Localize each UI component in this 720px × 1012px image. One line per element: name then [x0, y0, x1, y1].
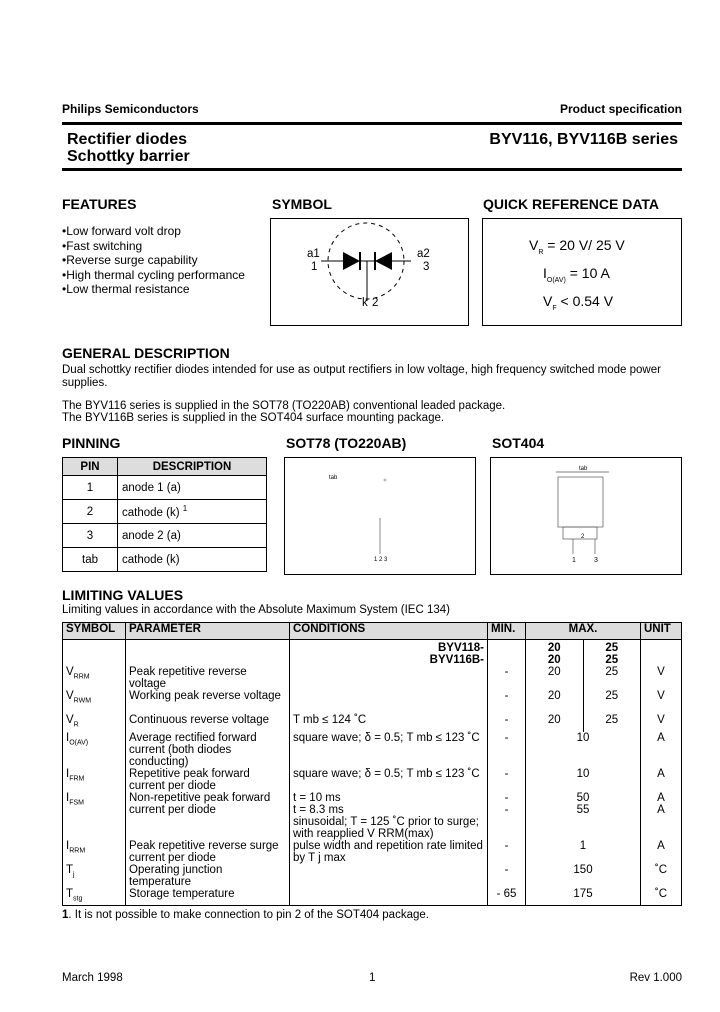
- table-row: $T_{stg}$ Storage temperature - 65 175 ˚C: [63, 888, 682, 906]
- desc-col-header: DESCRIPTION: [118, 458, 267, 476]
- general-heading: GENERAL DESCRIPTION: [62, 345, 230, 361]
- table-row: $I_{RRM}$ Peak repetitive reverse surge current per diode pulse width and repetition rate limited by T j max - 1 A: [63, 840, 682, 864]
- col-max: MAX.: [526, 623, 641, 640]
- features-heading: FEATURES: [62, 196, 137, 212]
- col-conditions: CONDITIONS: [290, 623, 488, 640]
- feature-item: • Low forward volt drop: [62, 224, 245, 239]
- sot404-package-drawing: [491, 458, 681, 574]
- sot78-heading: SOT78 (TO220AB): [286, 435, 407, 451]
- sot404-pin3: 3: [594, 557, 598, 564]
- title-rule: [62, 168, 682, 171]
- feature-item: • Reverse surge capability: [62, 253, 245, 268]
- feature-item: • Low thermal resistance: [62, 282, 245, 297]
- sot78-box: [284, 457, 476, 575]
- table-row: 1 anode 1 (a): [63, 476, 267, 500]
- sot404-heading: SOT404: [492, 435, 545, 451]
- sot78-pins: 1 2 3: [374, 557, 388, 563]
- table-row: tab cathode (k): [63, 548, 267, 572]
- title-line1: Rectifier diodes: [67, 131, 188, 148]
- general-p1: Dual schottky rectifier diodes intended for use as output rectifiers in low voltage, high frequency switched mode power supplies.: [62, 364, 661, 389]
- title-line2: Schottky barrier: [67, 148, 190, 165]
- general-p3: The BYV116B series is supplied in the SOT404 surface mounting package.: [62, 412, 445, 424]
- label-a2: a2: [417, 248, 430, 260]
- type-row: BYV118- BYV116B- 20 20 25 25: [63, 640, 682, 667]
- features-list: [62, 224, 245, 297]
- table-row: $V_{RWM}$ Working peak reverse voltage - 20 25 V: [63, 690, 682, 714]
- table-row: $I_{O(AV)}$ Average rectified forward current (both diodes conducting) square wave; δ = 0.5; T mb ≤ 123 ˚C - 10 A: [63, 732, 682, 768]
- diode-symbol: [271, 219, 468, 325]
- qrd-vr: $V_R = 20$ V/ 25 V: [529, 237, 625, 256]
- label-pin3: 3: [423, 261, 430, 273]
- qrd-box: [482, 218, 682, 326]
- footer-page: 1: [369, 972, 376, 984]
- symbol-heading: SYMBOL: [272, 196, 332, 212]
- sot404-box: [490, 457, 682, 575]
- sot78-tab-label: tab: [329, 475, 338, 481]
- pinning-heading: PINNING: [62, 435, 121, 451]
- sot404-pin1: 1: [572, 557, 576, 564]
- col-min: MIN.: [488, 623, 526, 640]
- footnote: 1. It is not possible to make connection to pin 2 of the SOT404 package.: [62, 909, 429, 921]
- qrd-io: $I_{O(AV)} = 10$ A: [543, 265, 610, 284]
- sot404-pin2: 2: [581, 534, 585, 540]
- feature-item: • High thermal cycling performance: [62, 268, 245, 283]
- table-row: 2 cathode (k) $^1$: [63, 500, 267, 524]
- table-row: $T_j$ Operating junction temperature - 150 ˚C: [63, 864, 682, 888]
- symbol-box: [270, 218, 469, 326]
- table-row: $V_{RRM}$ Peak repetitive reverse voltage - 20 25 V: [63, 666, 682, 690]
- label-a1: a1: [307, 248, 320, 260]
- footer-rev: Rev 1.000: [629, 972, 682, 984]
- table-row: $V_R$ Continuous reverse voltage T mb ≤ 124 ˚C - 20 25 V: [63, 714, 682, 732]
- col-symbol: SYMBOL: [63, 623, 126, 640]
- part-number-title: BYV116, BYV116B series: [489, 131, 678, 148]
- table-row: $I_{FSM}$ Non-repetitive peak forward current per diode t = 10 ms t = 8.3 ms sinusoidal; T = 125 ˚C prior to surge; with reapplied V RRM(max) - - 50 55 A A: [63, 792, 682, 840]
- feature-item: • Fast switching: [62, 239, 245, 254]
- company-name: Philips Semiconductors: [62, 102, 199, 116]
- doc-type: Product specification: [559, 102, 682, 116]
- table-row: $I_{FRM}$ Repetitive peak forward current per diode square wave; δ = 0.5; T mb ≤ 123 ˚C - 10 A: [63, 768, 682, 792]
- pinning-table: [62, 457, 267, 572]
- footer-date: March 1998: [62, 972, 123, 984]
- limiting-subtitle: Limiting values in accordance with the Absolute Maximum System (IEC 134): [62, 604, 450, 616]
- general-p2: The BYV116 series is supplied in the SOT78 (TO220AB) conventional leaded package.: [62, 400, 506, 412]
- label-k: k: [362, 297, 368, 309]
- table-row: 3 anode 2 (a): [63, 524, 267, 548]
- limiting-heading: LIMITING VALUES: [62, 587, 184, 603]
- pin-col-header: PIN: [63, 458, 118, 476]
- col-unit: UNIT: [641, 623, 682, 640]
- label-pin2: 2: [372, 297, 379, 309]
- qrd-heading: QUICK REFERENCE DATA: [483, 196, 660, 212]
- top-rule: [62, 122, 682, 125]
- limiting-table: [62, 622, 682, 906]
- sot404-tab-label: tab: [579, 466, 588, 472]
- qrd-vf: $V_F < 0.54$ V: [543, 293, 614, 312]
- col-parameter: PARAMETER: [126, 623, 290, 640]
- label-pin1: 1: [311, 261, 318, 273]
